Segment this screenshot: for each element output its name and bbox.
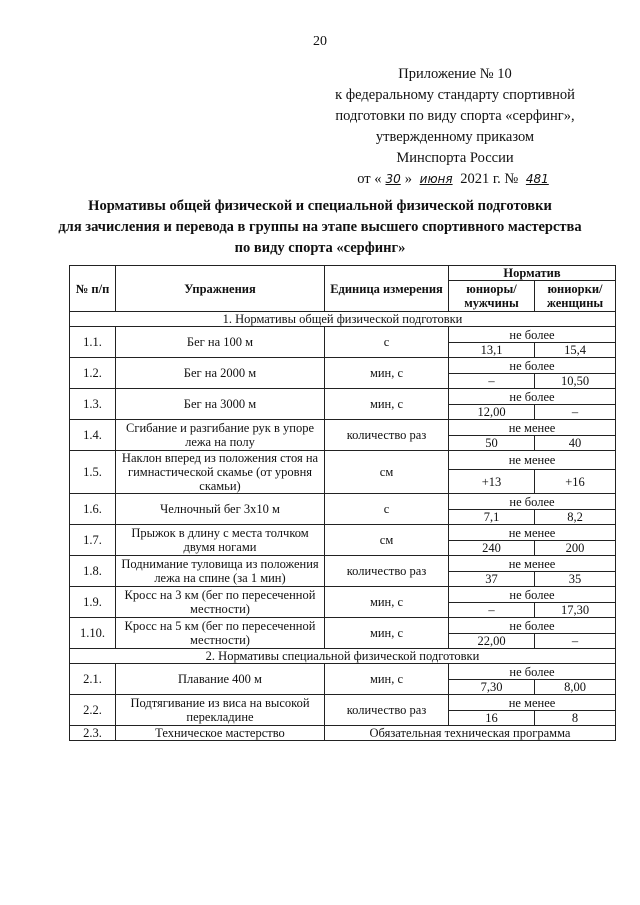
row-number: 2.1.: [70, 664, 116, 695]
row-number: 1.6.: [70, 494, 116, 525]
appendix-line: утвержденному приказом: [375, 129, 535, 145]
value-juniors-male: 22,00: [449, 634, 535, 649]
row-unit: с: [325, 327, 449, 358]
row-exercise: Челночный бег 3x10 м: [116, 494, 325, 525]
order-month: июня: [419, 172, 453, 186]
value-juniors-female: 35: [535, 572, 616, 587]
row-condition: не более: [449, 327, 616, 343]
title-line: по виду спорта «серфинг»: [234, 240, 406, 256]
appendix-line: Минспорта России: [396, 150, 514, 166]
value-juniors-male: 16: [449, 711, 535, 726]
row-exercise: Прыжок в длину с места толчком двумя ногами: [116, 525, 325, 556]
value-juniors-female: 8,00: [535, 680, 616, 695]
value-juniors-male: 37: [449, 572, 535, 587]
appendix-line: Приложение № 10: [398, 66, 512, 82]
value-juniors-female: 15,4: [535, 343, 616, 358]
section-row: [70, 312, 616, 327]
table-row: [70, 494, 616, 510]
table-row: [70, 695, 616, 711]
row-exercise: Сгибание и разгибание рук в упоре лежа на полу: [116, 420, 325, 451]
row-unit: см: [325, 451, 449, 494]
table-row: [70, 587, 616, 603]
header-juniors-female: юниорки/ женщины: [535, 281, 616, 312]
document-title: [20, 196, 620, 259]
value-juniors-male: 7,1: [449, 510, 535, 525]
row-unit: мин, с: [325, 587, 449, 618]
row-unit: с: [325, 494, 449, 525]
header-exercise: Упражнения: [116, 266, 325, 312]
row-condition: не более: [449, 389, 616, 405]
table-row: [70, 389, 616, 405]
value-juniors-female: –: [535, 405, 616, 420]
date-prefix: от «: [357, 171, 382, 187]
value-juniors-male: 50: [449, 436, 535, 451]
row-unit: мин, с: [325, 618, 449, 649]
header-num: № п/п: [70, 266, 116, 312]
value-juniors-male: –: [449, 603, 535, 618]
row-number: 1.3.: [70, 389, 116, 420]
table-row: [70, 525, 616, 541]
value-juniors-female: 10,50: [535, 374, 616, 389]
row-condition: не более: [449, 618, 616, 634]
row-exercise: Поднимание туловища из положения лежа на спине (за 1 мин): [116, 556, 325, 587]
row-program: Обязательная техническая программа: [325, 726, 616, 741]
row-exercise: Наклон вперед из положения стоя на гимнастической скамье (от уровня скамьи): [116, 451, 325, 494]
row-number: 1.9.: [70, 587, 116, 618]
appendix-header: [300, 64, 610, 190]
value-juniors-male: 7,30: [449, 680, 535, 695]
row-condition: не менее: [449, 451, 616, 470]
table-row: [70, 556, 616, 572]
row-exercise: Бег на 3000 м: [116, 389, 325, 420]
value-juniors-female: –: [535, 634, 616, 649]
row-number: 1.7.: [70, 525, 116, 556]
section-title: 1. Нормативы общей физической подготовки: [70, 312, 616, 327]
row-exercise: Подтягивание из виса на высокой перекладине: [116, 695, 325, 726]
section-title: 2. Нормативы специальной физической подготовки: [70, 649, 616, 664]
row-unit: мин, с: [325, 358, 449, 389]
row-unit: количество раз: [325, 556, 449, 587]
appendix-line: подготовки по виду спорта «серфинг»,: [335, 108, 575, 124]
row-exercise: Плавание 400 м: [116, 664, 325, 695]
row-exercise: Кросс на 3 км (бег по пересеченной местности): [116, 587, 325, 618]
norms-table-body: [70, 312, 616, 741]
row-number: 1.10.: [70, 618, 116, 649]
table-row: [70, 420, 616, 436]
value-juniors-female: 8,2: [535, 510, 616, 525]
row-unit: см: [325, 525, 449, 556]
title-line: Нормативы общей физической и специальной физической подготовки: [88, 198, 552, 214]
value-juniors-female: 8: [535, 711, 616, 726]
table-row: [70, 327, 616, 343]
table-row: [70, 451, 616, 470]
order-date-line: [300, 169, 610, 190]
header-unit: Единица измерения: [325, 266, 449, 312]
norms-table: [69, 265, 616, 741]
row-number: 2.2.: [70, 695, 116, 726]
value-juniors-male: 240: [449, 541, 535, 556]
row-exercise: Техническое мастерство: [116, 726, 325, 741]
title-line: для зачисления и перевода в группы на этапе высшего спортивного мастерства: [58, 219, 582, 235]
row-exercise: Бег на 100 м: [116, 327, 325, 358]
row-exercise: Бег на 2000 м: [116, 358, 325, 389]
row-exercise: Кросс на 5 км (бег по пересеченной местности): [116, 618, 325, 649]
row-unit: мин, с: [325, 664, 449, 695]
value-juniors-male: 12,00: [449, 405, 535, 420]
row-condition: не менее: [449, 556, 616, 572]
order-number: 481: [525, 172, 549, 186]
appendix-line: к федеральному стандарту спортивной: [335, 87, 575, 103]
value-juniors-male: +13: [449, 470, 535, 494]
table-row: [70, 726, 616, 741]
value-juniors-female: +16: [535, 470, 616, 494]
header-norm: Норматив: [449, 266, 616, 281]
row-number: 1.1.: [70, 327, 116, 358]
row-condition: не менее: [449, 420, 616, 436]
row-number: 1.4.: [70, 420, 116, 451]
page-number: 20: [313, 34, 327, 49]
row-number: 1.8.: [70, 556, 116, 587]
row-number: 1.5.: [70, 451, 116, 494]
order-year: 2021 г. №: [460, 171, 519, 187]
row-number: 1.2.: [70, 358, 116, 389]
row-condition: не более: [449, 358, 616, 374]
row-condition: не менее: [449, 695, 616, 711]
date-day-close: »: [404, 171, 413, 187]
row-condition: не менее: [449, 525, 616, 541]
value-juniors-female: 17,30: [535, 603, 616, 618]
section-row: [70, 649, 616, 664]
row-condition: не более: [449, 587, 616, 603]
value-juniors-female: 40: [535, 436, 616, 451]
table-row: [70, 358, 616, 374]
row-unit: мин, с: [325, 389, 449, 420]
row-number: 2.3.: [70, 726, 116, 741]
value-juniors-male: 13,1: [449, 343, 535, 358]
order-day: 30: [385, 172, 401, 186]
value-juniors-male: –: [449, 374, 535, 389]
table-row: [70, 664, 616, 680]
value-juniors-female: 200: [535, 541, 616, 556]
row-unit: количество раз: [325, 420, 449, 451]
row-condition: не более: [449, 664, 616, 680]
row-unit: количество раз: [325, 695, 449, 726]
header-juniors-male: юниоры/ мужчины: [449, 281, 535, 312]
row-condition: не более: [449, 494, 616, 510]
table-row: [70, 618, 616, 634]
